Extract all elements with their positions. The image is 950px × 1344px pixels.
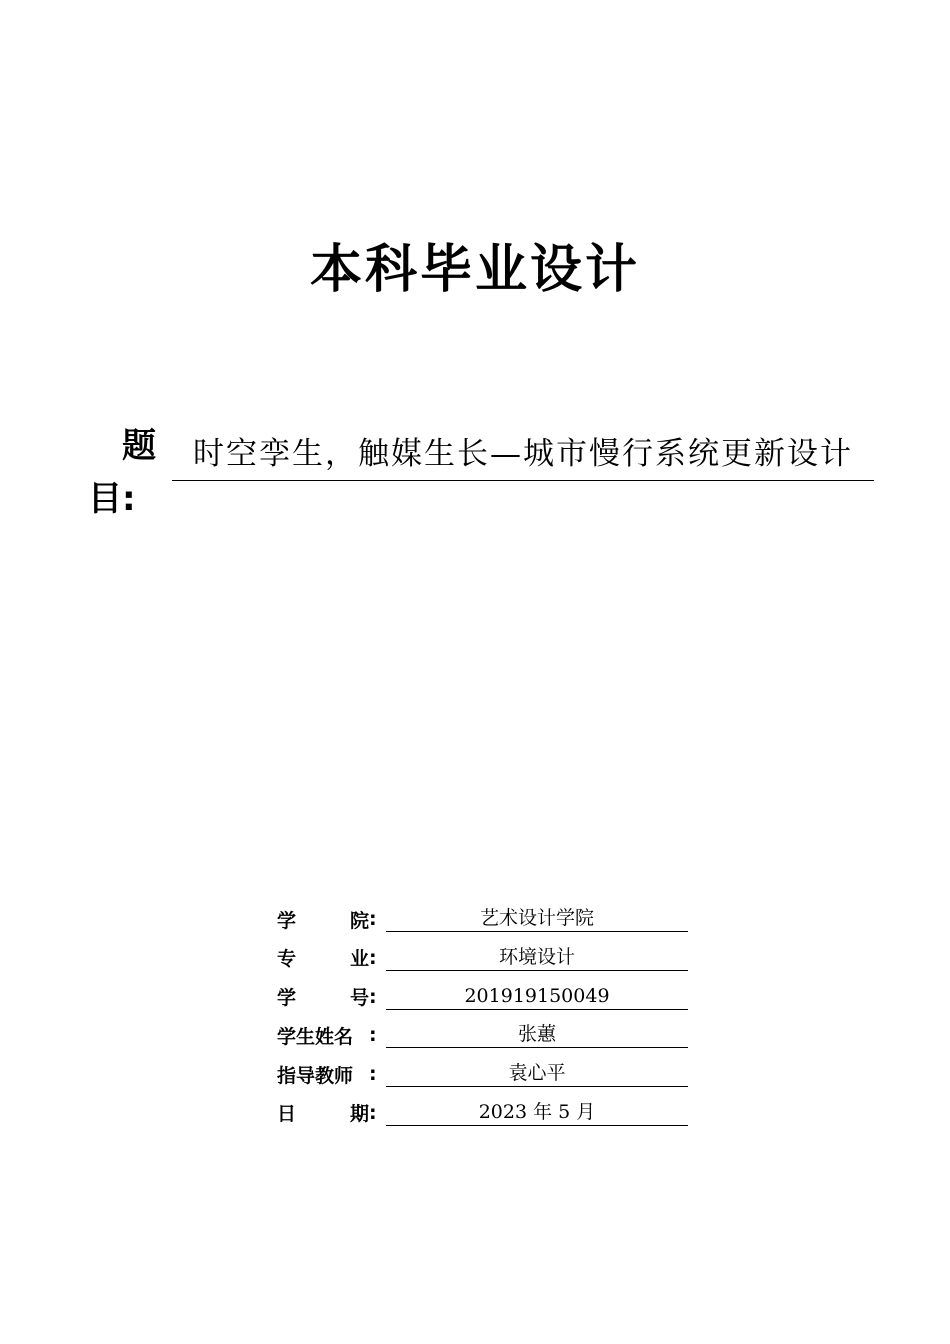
info-row-major (277, 942, 689, 981)
info-label-part: 学 (277, 987, 297, 1010)
info-value-major: 环境设计 (386, 944, 688, 971)
info-value-student-name: 张蕙 (386, 1021, 688, 1048)
info-value-date: 2023 年 5 月 (386, 1099, 688, 1126)
info-label (277, 1060, 377, 1088)
topic-value: 时空孪生，触媒生长—城市慢行系统更新设计 (172, 430, 874, 481)
info-label-colon: : (369, 908, 377, 930)
info-label-colon: : (369, 946, 377, 969)
info-row-student-name (277, 1019, 689, 1058)
topic-label-first-char: 题 (122, 426, 156, 466)
info-label-colon: : (369, 1101, 377, 1124)
info-row-student-id (277, 981, 689, 1020)
info-row-advisor (277, 1058, 689, 1097)
info-label-part: 业 (349, 948, 369, 971)
info-value-student-id: 201919150049 (386, 983, 688, 1010)
page-title: 本科毕业设计 (309, 240, 640, 300)
info-label-part: 日 (277, 1103, 297, 1126)
info-label-colon: : (369, 1063, 377, 1086)
info-label-part: 院 (349, 909, 369, 932)
info-label-part: 专 (277, 948, 297, 971)
info-value-advisor: 袁心平 (386, 1060, 688, 1087)
info-label (277, 1099, 377, 1127)
info-row-college (277, 903, 689, 942)
info-table (277, 903, 689, 1136)
info-label (277, 1021, 377, 1049)
info-label-colon: : (369, 1024, 377, 1047)
info-row-date (277, 1097, 689, 1136)
info-label (277, 983, 377, 1011)
info-label (277, 905, 377, 933)
info-label-part: 学生姓名 (277, 1025, 354, 1048)
info-label (277, 944, 377, 972)
info-label-part: 学 (277, 909, 297, 932)
info-label-part: 号 (349, 987, 369, 1010)
info-label-part: 指导教师 (277, 1064, 354, 1087)
info-value-college: 艺术设计学院 (386, 905, 688, 932)
info-label-part: 期 (349, 1103, 369, 1126)
topic-label-second-char: 目: (88, 479, 136, 519)
info-label-colon: : (369, 985, 377, 1008)
